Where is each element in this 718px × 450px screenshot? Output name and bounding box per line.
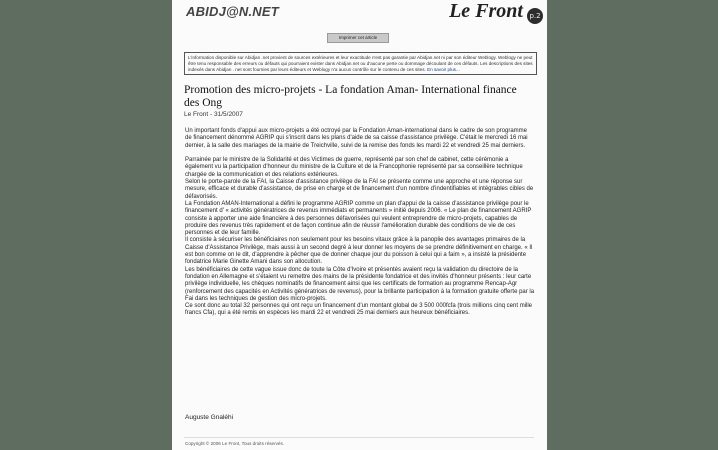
article-body — [185, 128, 535, 318]
article-paragraph: Un important fonds d'appui aux micro-projets a été octroyé par la Fondation Aman-international dans le cadre de son programme de financement dénommé AGRIP qui s'inscrit dans les plans d'aide de sa caisse d'assistance privilège. C'était le mercredi 16 mai dernier, à la salle des mariages de la mairie de Treichville, suivi de la remise des fonds les mardi 22 et vendredi 25 mai derniers. — [185, 128, 528, 149]
article-title: Promotion des micro-projets - La fondation Aman- International finance des Ong — [184, 84, 517, 109]
article-author: Auguste Gnaléhi — [185, 414, 234, 421]
article-page — [172, 0, 547, 450]
copyright-notice: Copyright © 2006 Le Front, Tous droits réservés. — [185, 441, 285, 446]
article-byline: Le Front - 31/5/2007 — [184, 111, 243, 118]
article-paragraph: Selon le porte-parole de la FAI, la Caisse d'assistance privilège de la FAI se présente comme une approche et une réponse sur mesure, efficace et durable d'assistance, de prise en charge et de financement d'un nombre d'indentifiables et intégrables cibles de défavorisés. — [185, 179, 534, 200]
disclaimer-text: L'information disponible sur Abidjan .net provient de sources extérieures et leur exactitude n'est pas garantie par Abidjan.net ni par son éditeur Weblogy. Weblogy ne peut être tenu responsable des erreurs ou défauts qui pourraient exister dans Abidjan.net ou d'aucune perte ou dommage découlant de ces défauts. Les descriptions des sites indexés dans Abidjan . net sont fournies par leurs éditeurs et Weblogy n'a aucun contrôle sur le contenu de ces sites. — [188, 55, 533, 72]
print-article-button[interactable]: Imprimer cet article — [327, 33, 389, 43]
le-front-badge: p.2 — [527, 8, 543, 24]
learn-more-link[interactable]: En savoir plus... — [427, 66, 460, 72]
disclaimer-box — [184, 52, 537, 75]
article-paragraph: Ce sont donc au total 32 personnes qui ont reçu un financement d'un montant global de 3 500 000fcfa (trois millions cinq cent mille francs Cfa), qui a été remis en espèces les mardi 22 et vendredi 25 mai derniers aux heureux bénéficiaires. — [185, 303, 533, 317]
paragraph-gap — [185, 150, 535, 157]
footer-divider — [184, 437, 534, 438]
article-paragraph: La Fondation AMAN-International a défini le programme AGRIP comme un plan d'appui de la caisse d'assistance privilège pour le financement d' « activités génératrices de revenus immédiats et permanents » initié depuis 2006. « Le plan de financement AGRIP consiste à apporter une aide financière à des personnes défavorisées qui veulent entreprendre de micro-projets, capables de produire des revenus très rapidement et de façon continue afin de réussir l'amélioration durable des conditions de vie de ces personnes et de leur famille. — [185, 200, 532, 237]
le-front-logo: Le Front — [449, 0, 523, 22]
article-paragraph: Il consiste à sécuriser les bénéficiaires non seulement pour les besoins vitaux grâce à la panoplie des avantages primaires de la Caisse d'Assistance Privilège, mais aussi à un second degré à leur donner les moyens de se prendre définitivement en charge. « Il est bon comme on le dit, d'apprendre à pêcher que de donner chaque jour du poisson à celui qui a faim », a insisté la présidente fondatrice Marie Ginette Amani dans son allocution. — [185, 237, 533, 266]
abidjan-net-logo[interactable]: ABIDJ@N.NET — [186, 4, 279, 19]
article-paragraph: Les bénéficiaires de cette vague issue donc de toute la Côte d'Ivoire et présentés avaient reçu la validation du directoire de la fondation en Allemagne et s'étaient vu remettre des mains de la présidente fondatrice et des invités d'honneur présents : leur carte privilège individuelle, les chèques nominatifs de financement ainsi que les certificats de formation au programme Rencap-Agr (renforcement des capacités en Activités génératrices de revenus), pour la brillante participation à la formation gratuite offerte par la Fai dans les techniques de gestion des micro-projets. — [185, 266, 535, 302]
article-paragraph: Parrainée par le ministre de la Solidarité et des Victimes de guerre, représenté par son chef de cabinet, cette cérémonie a également vu la participation d'honneur du ministre de la Culture et de la Francophonie représenté par sa conseillère technique chargée de la communication et des relations extérieures. — [185, 157, 523, 178]
